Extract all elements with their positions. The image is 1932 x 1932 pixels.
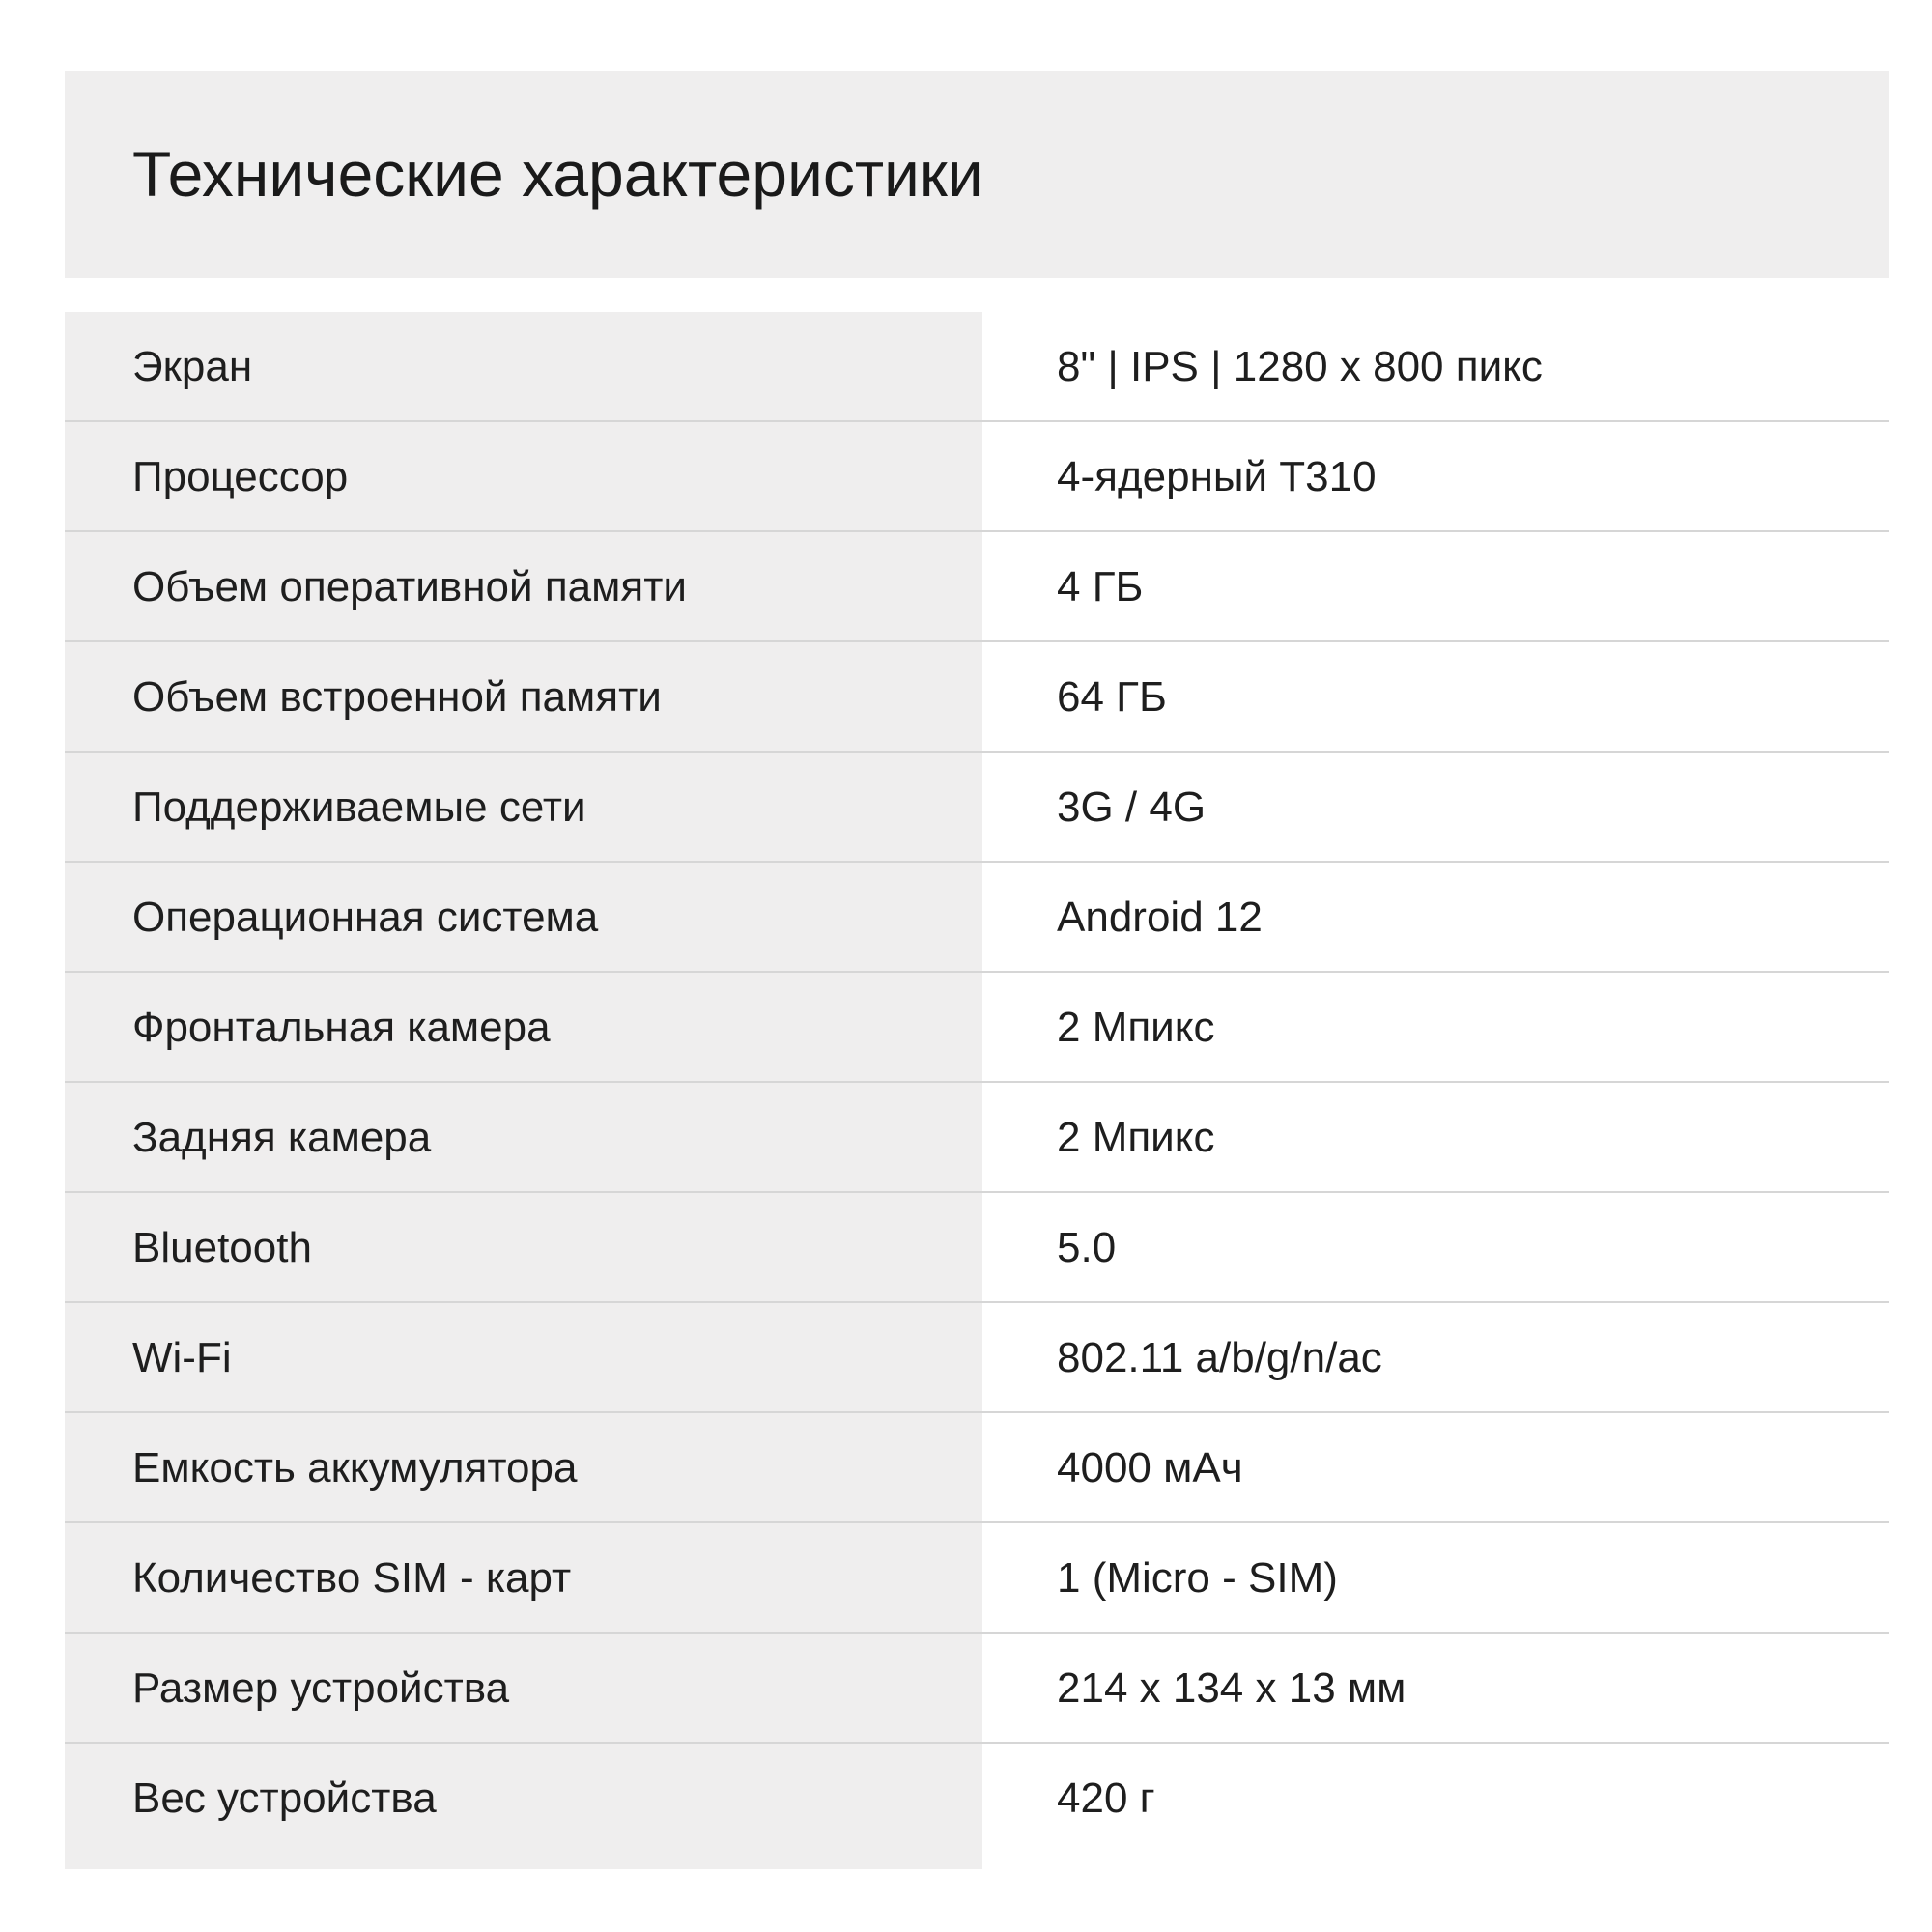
spec-value: 420 г [1057, 1775, 1155, 1822]
spec-label: Поддерживаемые сети [132, 783, 586, 831]
spec-row-networks [65, 753, 1889, 863]
page-title: Технические характеристики [132, 138, 983, 210]
spec-row-dimensions [65, 1634, 1889, 1744]
spec-row-rear-camera [65, 1083, 1889, 1193]
spec-value: Android 12 [1057, 894, 1263, 941]
spec-value: 4000 мАч [1057, 1444, 1243, 1492]
spec-value: 214 x 134 x 13 мм [1057, 1664, 1406, 1712]
spec-value: 4 ГБ [1057, 563, 1144, 611]
spec-value: 8" | IPS | 1280 x 800 пикс [1057, 343, 1543, 390]
spec-value: 2 Мпикс [1057, 1114, 1215, 1161]
spec-row-front-camera [65, 973, 1889, 1083]
spec-row-battery [65, 1413, 1889, 1523]
spec-row-os [65, 863, 1889, 973]
spec-row-weight [65, 1744, 1889, 1854]
spec-value: 802.11 a/b/g/n/ac [1057, 1334, 1382, 1381]
spec-table [65, 312, 1889, 1869]
spec-row-ram [65, 532, 1889, 642]
spec-row-bluetooth [65, 1193, 1889, 1303]
spec-label: Процессор [132, 453, 349, 500]
spec-value: 5.0 [1057, 1224, 1117, 1271]
spec-label: Wi-Fi [132, 1334, 232, 1381]
spec-label: Емкость аккумулятора [132, 1444, 578, 1492]
spec-row-sim [65, 1523, 1889, 1634]
spec-label: Экран [132, 343, 253, 390]
spec-label: Объем встроенной памяти [132, 673, 662, 721]
spec-row-storage [65, 642, 1889, 753]
spec-label: Объем оперативной памяти [132, 563, 687, 611]
spec-row-wifi [65, 1303, 1889, 1413]
spec-value: 64 ГБ [1057, 673, 1167, 721]
spec-label: Фронтальная камера [132, 1004, 551, 1051]
spec-value: 3G / 4G [1057, 783, 1207, 831]
spec-label: Bluetooth [132, 1224, 312, 1271]
spec-label: Операционная система [132, 894, 599, 941]
header-panel [65, 71, 1889, 278]
spec-label: Размер устройства [132, 1664, 510, 1712]
spec-label: Задняя камера [132, 1114, 432, 1161]
spec-value: 1 (Micro - SIM) [1057, 1554, 1338, 1602]
spec-label: Вес устройства [132, 1775, 437, 1822]
spec-row-processor [65, 422, 1889, 532]
spec-value: 2 Мпикс [1057, 1004, 1215, 1051]
spec-value: 4-ядерный T310 [1057, 453, 1377, 500]
spec-label: Количество SIM - карт [132, 1554, 572, 1602]
spec-row-screen [65, 312, 1889, 422]
